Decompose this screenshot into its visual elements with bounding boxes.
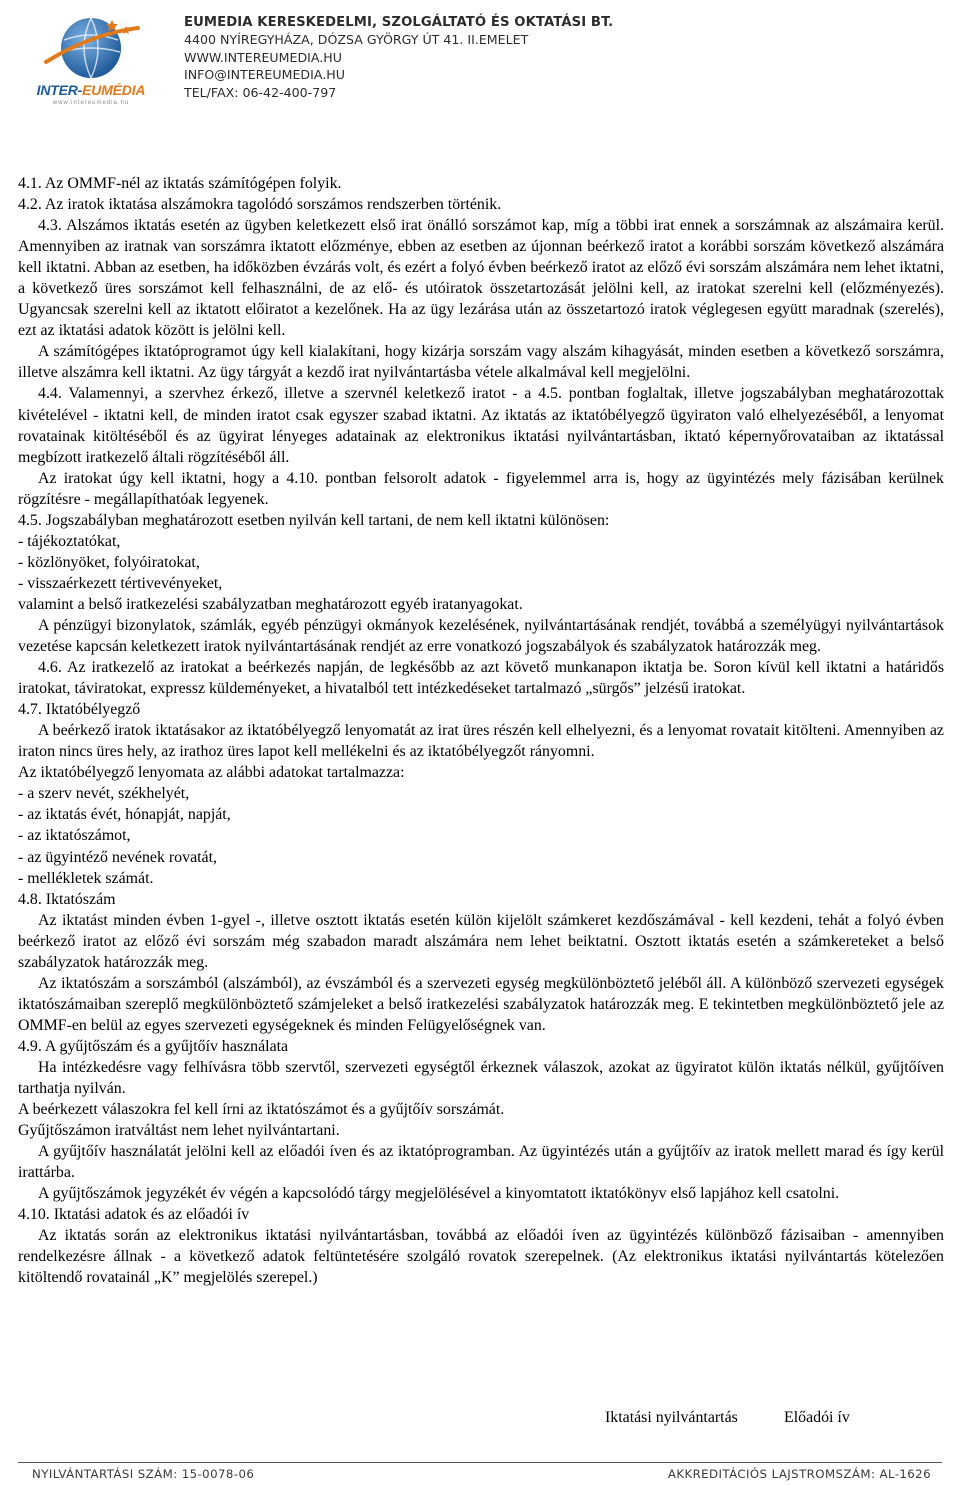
paragraph-iktatasi-adatok: Az iktatás során az elektronikus iktatási nyilvántartásban, továbbá az előadói íven az ügyintézés különböző fázisaiban - amennyiben rendelkezésre állnak - a következő adatok feltüntetésére szolgáló rovatok szerepelnek. (Az elektronikus iktatási nyilvántartás kötelezően kitöltendő rovatainál „K” megjelölés szerepel.) [18, 1227, 944, 1287]
logo-subtext: www.intereumedia.hu [52, 100, 130, 106]
list-item: - a szerv nevét, székhelyét, [18, 785, 190, 803]
footer-divider [18, 1462, 942, 1463]
paragraph-gyujtoszamok: A gyűjtőszámok jegyzékét év végén a kapcsolódó tárgy megjelölésével a kinyomtatott iktatókönyv első lapjához kell csatolni. [38, 1185, 840, 1203]
paragraph-iratvaltas: Gyűjtőszámon iratváltást nem lehet nyilvántartani. [18, 1122, 340, 1140]
globe-logo-icon [32, 12, 150, 82]
column-label-eloadoi: Előadói ív [784, 1409, 850, 1426]
paragraph-penzugyi: A pénzügyi bizonylatok, számlák, egyéb pénzügyi okmányok kezelésének, nyilvántartásának rendjét, továbbá a személyügyi nyilvántartások vezetése kapcsán keletkezett iratok nyilvántartásának rendjét az erre vonatkozó jogszabályok és szabályzatok határozzák meg. [18, 616, 944, 656]
section-4-8-heading: 4.8. Iktatószám [18, 890, 116, 908]
company-website[interactable]: WWW.INTEREUMEDIA.HU [184, 49, 342, 65]
letterhead [0, 0, 960, 110]
paragraph-belso-iratanyag: valamint a belső iratkezelési szabályzatban meghatározott egyéb iratanyagokat. [18, 595, 523, 613]
logo-wordmark [32, 82, 150, 98]
list-item: - az iktatószámot, [18, 827, 131, 845]
section-4-10-heading: 4.10. Iktatási adatok és az előadói ív [18, 1206, 250, 1224]
paragraph-iktatoszam: Az iktatószám a sorszámból (alszámból), az évszámból és a szervezeti egység megkülönböztető jeléből áll. A különböző szervezeti egységek iktatószámaiban szereplő megkülönböztető számjeleket a belső iratkezelési szabályzatok határozzák meg. E tekintetben megkülönböztető jele az OMMF-en belül az egyes szervezeti egységeknek és minden Felügyelőségnek van. [18, 974, 944, 1034]
paragraph-valaszok: A beérkezett válaszokra fel kell írni az iktatószámot és a gyűjtőív sorszámát. [18, 1101, 505, 1119]
section-4-7-heading: 4.7. Iktatóbélyegző [18, 701, 141, 719]
list-item: - mellékletek számát. [18, 869, 154, 887]
paragraph-iktatobelyegzo: A beérkező iratok iktatásakor az iktatóbélyegző lenyomatát az irat üres részén kell elhelyezni, és a lenyomat rovatait kitölteni. Amennyiben az iraton nincs üres hely, az irathoz üres lapot kell mellékelni és az iktatóbélyegzőt rányomni. [18, 722, 944, 761]
paragraph-gyujtoiv: Ha intézkedésre vagy felhívásra több szervtől, szervezeti egységtől érkeznek válaszok, azokat az ügyiratot külön iktatás nélkül, gyűjtőíven tarthatja nyilván. [18, 1058, 944, 1098]
company-phone: TEL/FAX: 06-42-400-797 [184, 84, 337, 100]
footer-registration-number: NYILVÁNTARTÁSI SZÁM: 15-0078-06 [32, 1467, 255, 1481]
column-label-iktatasi: Iktatási nyilvántartás [605, 1409, 738, 1426]
paragraph-lenyomat: Az iktatóbélyegző lenyomata az alábbi adatokat tartalmazza: [18, 764, 405, 782]
section-4-5: 4.5. Jogszabályban meghatározott esetben nyilván kell tartani, de nem kell iktatni különösen: [18, 511, 610, 529]
company-address: 4400 NYÍREGYHÁZA, DÓZSA GYÖRGY ÚT 41. II.EMELET [184, 32, 529, 48]
company-email[interactable]: INFO@INTEREUMEDIA.HU [184, 67, 345, 83]
section-4-6: 4.6. Az iratkezelő az iratokat a beérkezés napján, de legkésőbb az azt követő munkanapon iktatja be. Soron kívül kell iktatni a határidős iratokat, táviratokat, expressz küldeményeket, a hivatalból tett intézkedéseket tartalmazó „sürgős” jelzésű iratokat. [18, 659, 944, 698]
document-body [18, 173, 944, 1288]
footer-accreditation-number: AKKREDITÁCIÓS LAJSTROMSZÁM: AL-1626 [667, 1467, 931, 1481]
logo-text-accent: EUMÉDIA [82, 82, 146, 98]
list-item: - az ügyintéző nevének rovatát, [18, 848, 217, 866]
section-4-9-heading: 4.9. A gyűjtőszám és a gyűjtőív használata [18, 1037, 289, 1055]
list-item: - az iktatás évét, hónapját, napját, [18, 806, 231, 824]
company-logo [32, 12, 150, 107]
section-4-3: 4.3. Alszámos iktatás esetén az ügyben keletkezett első irat önálló sorszámot kap, míg a többi irat ennek a sorszámnak az alszámaira kerül. Amennyiben az iratnak van sorszámra iktatott előzménye, ebben az esetben az újonnan beérkező iratot a korábbi sorszám következő alszámára kell iktatni. Abban az esetben, ha időközben évzárás volt, és ezért a folyó évben beérkező iratot az előző évi sorszám alszámára nem lehet iktatni, a következő üres sorszámot kell felhasználni, de az elő- és utóiratok összetartozását jelölni kell, az iratokat szerelni kell (előzményezés). Ugyancsak szerelni kell az iktatott előiratot a kezelőnek. Ha az ügy lezárása után az összetartozó iratok véglegesen együtt maradnak (szerelés), ezt az iktatási adatok között is jelölni kell. [18, 217, 944, 340]
section-4-2: 4.2. Az iratok iktatása alszámokra tagolódó sorszámos rendszerben történik. [18, 196, 502, 214]
list-item: - visszaérkezett tértivevényeket, [18, 574, 223, 592]
section-4-1: 4.1. Az OMMF-nél az iktatás számítógépen folyik. [18, 175, 342, 192]
list-item: - tájékoztatókat, [18, 532, 121, 550]
list-item: - közlönyöket, folyóiratokat, [18, 553, 200, 571]
company-name: EUMEDIA KERESKEDELMI, SZOLGÁLTATÓ ÉS OKTATÁSI BT. [184, 15, 614, 30]
paragraph-iktatas-adatok: Az iratokat úgy kell iktatni, hogy a 4.10. pontban felsorolt adatok - figyelemmel arra is, hogy az ügyintézés mely fázisában kerülnek rögzítésre - megállapíthatóak legyenek. [18, 469, 944, 508]
paragraph-iktatoprogram: A számítógépes iktatóprogramot úgy kell kialakítani, hogy kizárja sorszám vagy alszám kihagyását, minden esetben a következő sorszámra, illetve alszámra kell iktatni. Az ügy tárgyát a kezdő irat nyilvántartásba vétele alkalmával kell megjelölni. [18, 343, 944, 382]
paragraph-iktatas-kezdes: Az iktatást minden évben 1-gyel -, illetve osztott iktatás esetén külön kijelölt számkeret kezdőszámával - kell kezdeni, tehát a folyó évben beérkező iratot az előző évi sorszám még szabadon maradt alszámára nem lehet beiktatni. Osztott iktatás esetén a számkereteket a belső szabályzatok határozzák meg. [18, 911, 944, 971]
company-info [184, 14, 613, 101]
paragraph-gyujtoiv-hasznalat: A gyűjtőív használatát jelölni kell az előadói íven és az iktatóprogramban. Az ügyintézés után a gyűjtőív az iratok mellett marad és így kerül irattárba. [18, 1143, 944, 1182]
section-4-4: 4.4. Valamennyi, a szervhez érkező, illetve a szervnél keletkező iratot - a 4.5. pontban foglaltak, illetve jogszabályban meghatározottak kivételével - iktatni kell, de minden iratot csak egyszer szabad iktatni. Az iktatás az iktatóbélyegző ügyiraton való elhelyezéséből, a lenyomat rovatainak kitöltéséből és az ügyirat lényeges adatainak az elektronikus iktatási nyilvántartásban, iktató képernyőrovataiban az iktatással megbízott iratkezelő általi rögzítéséből áll. [18, 385, 944, 466]
logo-text-main: INTER- [36, 82, 83, 98]
